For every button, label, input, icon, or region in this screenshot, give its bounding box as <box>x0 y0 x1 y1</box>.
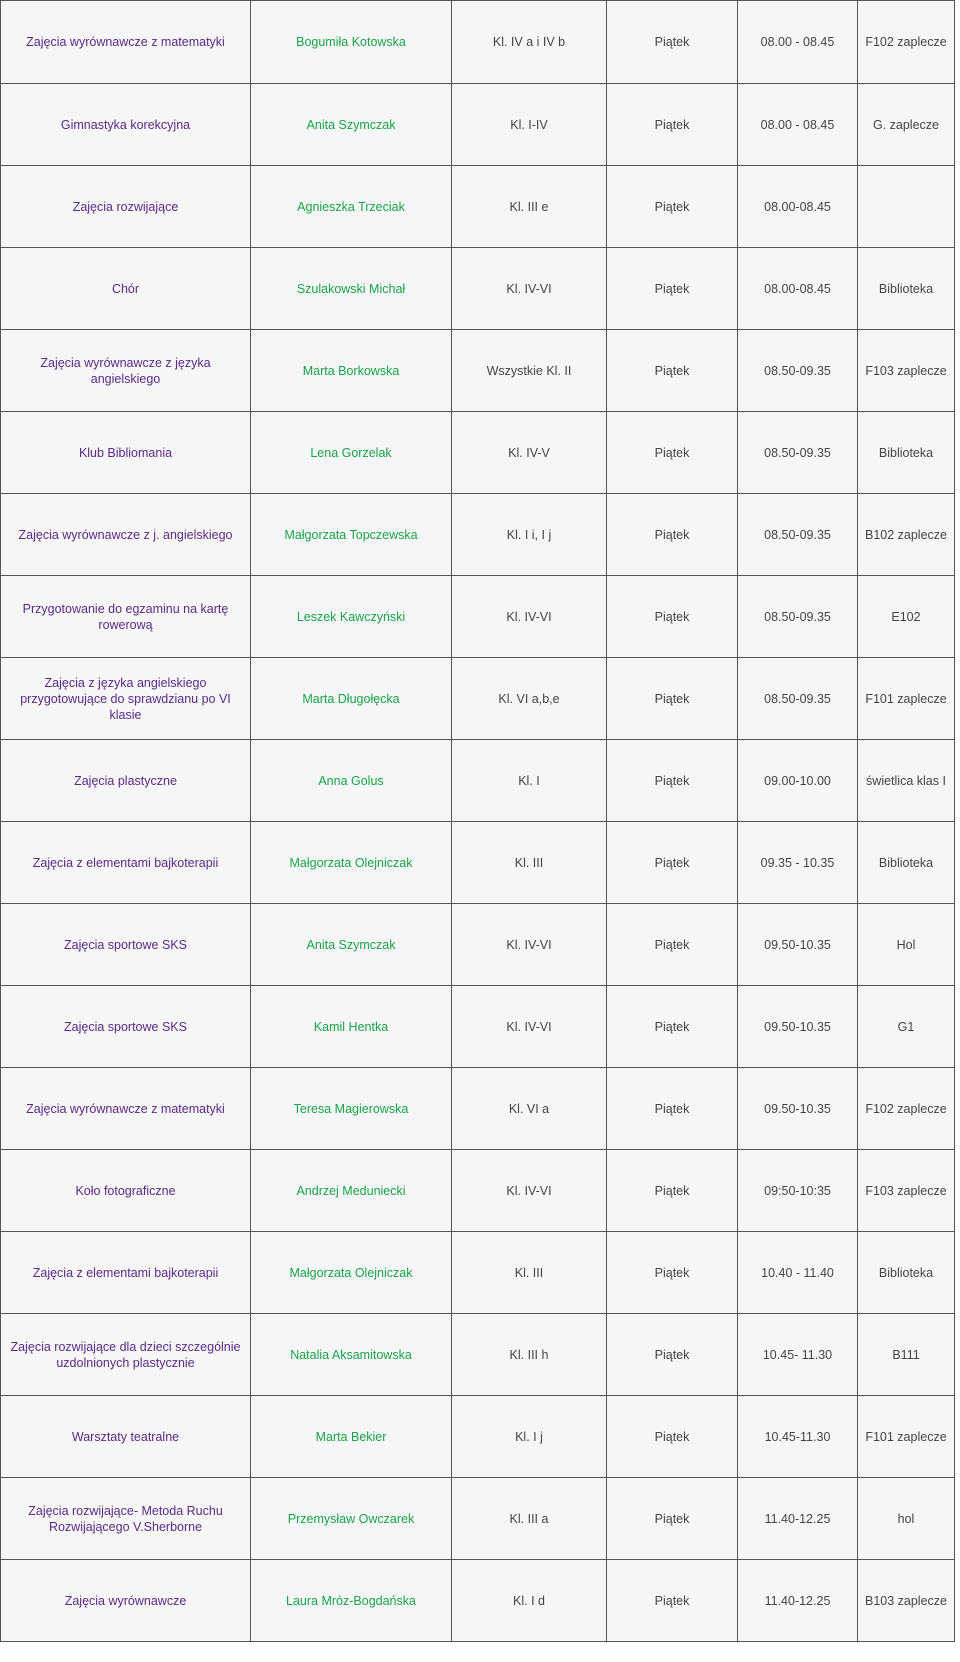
day-cell: Piątek <box>607 1232 738 1314</box>
table-row <box>1 412 955 494</box>
table-row <box>1 986 955 1068</box>
table-row <box>1 1560 955 1642</box>
day-cell: Piątek <box>607 658 738 740</box>
day-cell: Piątek <box>607 1068 738 1150</box>
teacher-cell: Anita Szymczak <box>251 84 452 166</box>
activity-cell: Zajęcia wyrównawcze <box>1 1560 251 1642</box>
class-cell: Kl. III <box>452 822 607 904</box>
class-cell: Wszystkie Kl. II <box>452 330 607 412</box>
room-cell: F101 zaplecze <box>858 658 955 740</box>
day-cell: Piątek <box>607 330 738 412</box>
class-cell: Kl. IV-V <box>452 412 607 494</box>
table-row <box>1 576 955 658</box>
teacher-cell: Anita Szymczak <box>251 904 452 986</box>
activity-cell: Zajęcia rozwijające <box>1 166 251 248</box>
room-cell: F103 zaplecze <box>858 330 955 412</box>
activity-cell: Zajęcia z języka angielskiego przygotowujące do sprawdzianu po VI klasie <box>1 658 251 740</box>
day-cell: Piątek <box>607 740 738 822</box>
class-cell: Kl. I j <box>452 1396 607 1478</box>
time-cell: 08.50-09.35 <box>738 330 858 412</box>
activity-cell: Koło fotograficzne <box>1 1150 251 1232</box>
room-cell: Hol <box>858 904 955 986</box>
teacher-cell: Małgorzata Topczewska <box>251 494 452 576</box>
day-cell: Piątek <box>607 84 738 166</box>
day-cell: Piątek <box>607 412 738 494</box>
activity-cell: Zajęcia sportowe SKS <box>1 986 251 1068</box>
table-row <box>1 740 955 822</box>
activity-cell: Przygotowanie do egzaminu na kartę rowerową <box>1 576 251 658</box>
teacher-cell: Leszek Kawczyński <box>251 576 452 658</box>
time-cell: 09.50-10.35 <box>738 986 858 1068</box>
activity-cell: Zajęcia rozwijające dla dzieci szczególnie uzdolnionych plastycznie <box>1 1314 251 1396</box>
teacher-cell: Lena Gorzelak <box>251 412 452 494</box>
teacher-cell: Laura Mróz-Bogdańska <box>251 1560 452 1642</box>
room-cell: F103 zaplecze <box>858 1150 955 1232</box>
time-cell: 08.50-09.35 <box>738 494 858 576</box>
time-cell: 08.50-09.35 <box>738 412 858 494</box>
table-row <box>1 904 955 986</box>
day-cell: Piątek <box>607 1478 738 1560</box>
activity-cell: Warsztaty teatralne <box>1 1396 251 1478</box>
teacher-cell: Bogumiła Kotowska <box>251 1 452 84</box>
class-cell: Kl. IV-VI <box>452 248 607 330</box>
room-cell: F102 zaplecze <box>858 1 955 84</box>
room-cell: B102 zaplecze <box>858 494 955 576</box>
activity-cell: Zajęcia sportowe SKS <box>1 904 251 986</box>
class-cell: Kl. III h <box>452 1314 607 1396</box>
table-row <box>1 1396 955 1478</box>
teacher-cell: Anna Golus <box>251 740 452 822</box>
time-cell: 10.45- 11.30 <box>738 1314 858 1396</box>
activity-cell: Zajęcia wyrównawcze z matematyki <box>1 1 251 84</box>
day-cell: Piątek <box>607 166 738 248</box>
time-cell: 09:50-10:35 <box>738 1150 858 1232</box>
time-cell: 10.45-11.30 <box>738 1396 858 1478</box>
class-cell: Kl. IV a i IV b <box>452 1 607 84</box>
table-row <box>1 330 955 412</box>
teacher-cell: Małgorzata Olejniczak <box>251 1232 452 1314</box>
class-cell: Kl. IV-VI <box>452 1150 607 1232</box>
room-cell: E102 <box>858 576 955 658</box>
time-cell: 10.40 - 11.40 <box>738 1232 858 1314</box>
time-cell: 08.00 - 08.45 <box>738 84 858 166</box>
day-cell: Piątek <box>607 904 738 986</box>
class-cell: Kl. VI a,b,e <box>452 658 607 740</box>
class-cell: Kl. I i, I j <box>452 494 607 576</box>
time-cell: 11.40-12.25 <box>738 1560 858 1642</box>
room-cell: Biblioteka <box>858 822 955 904</box>
room-cell: świetlica klas I <box>858 740 955 822</box>
room-cell: hol <box>858 1478 955 1560</box>
room-cell: F102 zaplecze <box>858 1068 955 1150</box>
day-cell: Piątek <box>607 986 738 1068</box>
class-cell: Kl. IV-VI <box>452 576 607 658</box>
table-row <box>1 822 955 904</box>
activity-cell: Zajęcia plastyczne <box>1 740 251 822</box>
class-cell: Kl. I <box>452 740 607 822</box>
table-row <box>1 166 955 248</box>
teacher-cell: Teresa Magierowska <box>251 1068 452 1150</box>
class-cell: Kl. VI a <box>452 1068 607 1150</box>
time-cell: 08.00-08.45 <box>738 248 858 330</box>
time-cell: 08.00 - 08.45 <box>738 1 858 84</box>
day-cell: Piątek <box>607 1 738 84</box>
class-cell: Kl. I-IV <box>452 84 607 166</box>
activity-cell: Zajęcia z elementami bajkoterapii <box>1 1232 251 1314</box>
day-cell: Piątek <box>607 1314 738 1396</box>
room-cell: G1 <box>858 986 955 1068</box>
room-cell: Biblioteka <box>858 1232 955 1314</box>
table-row <box>1 1150 955 1232</box>
teacher-cell: Marta Długołęcka <box>251 658 452 740</box>
room-cell: B103 zaplecze <box>858 1560 955 1642</box>
room-cell: G. zaplecze <box>858 84 955 166</box>
teacher-cell: Marta Bekier <box>251 1396 452 1478</box>
time-cell: 08.50-09.35 <box>738 576 858 658</box>
table-row <box>1 1232 955 1314</box>
day-cell: Piątek <box>607 1560 738 1642</box>
activity-cell: Gimnastyka korekcyjna <box>1 84 251 166</box>
activity-cell: Zajęcia rozwijające- Metoda Ruchu Rozwijającego V.Sherborne <box>1 1478 251 1560</box>
room-cell: F101 zaplecze <box>858 1396 955 1478</box>
room-cell: B111 <box>858 1314 955 1396</box>
class-cell: Kl. I d <box>452 1560 607 1642</box>
teacher-cell: Natalia Aksamitowska <box>251 1314 452 1396</box>
schedule-body <box>1 1 955 1642</box>
table-row <box>1 1314 955 1396</box>
day-cell: Piątek <box>607 822 738 904</box>
time-cell: 09.35 - 10.35 <box>738 822 858 904</box>
activity-cell: Chór <box>1 248 251 330</box>
table-row <box>1 1478 955 1560</box>
room-cell: Biblioteka <box>858 248 955 330</box>
table-row <box>1 84 955 166</box>
table-row <box>1 658 955 740</box>
table-row <box>1 1068 955 1150</box>
day-cell: Piątek <box>607 1150 738 1232</box>
day-cell: Piątek <box>607 1396 738 1478</box>
class-cell: Kl. IV-VI <box>452 904 607 986</box>
activity-cell: Zajęcia wyrównawcze z języka angielskiego <box>1 330 251 412</box>
class-cell: Kl. III a <box>452 1478 607 1560</box>
class-cell: Kl. IV-VI <box>452 986 607 1068</box>
time-cell: 08.00-08.45 <box>738 166 858 248</box>
teacher-cell: Kamil Hentka <box>251 986 452 1068</box>
activity-cell: Zajęcia z elementami bajkoterapii <box>1 822 251 904</box>
teacher-cell: Agnieszka Trzeciak <box>251 166 452 248</box>
time-cell: 09.00-10.00 <box>738 740 858 822</box>
table-row <box>1 494 955 576</box>
time-cell: 09.50-10.35 <box>738 904 858 986</box>
teacher-cell: Szulakowski Michał <box>251 248 452 330</box>
room-cell: Biblioteka <box>858 412 955 494</box>
day-cell: Piątek <box>607 576 738 658</box>
table-row <box>1 1 955 84</box>
teacher-cell: Andrzej Meduniecki <box>251 1150 452 1232</box>
activity-cell: Zajęcia wyrównawcze z j. angielskiego <box>1 494 251 576</box>
teacher-cell: Marta Borkowska <box>251 330 452 412</box>
activity-cell: Klub Bibliomania <box>1 412 251 494</box>
activity-cell: Zajęcia wyrównawcze z matematyki <box>1 1068 251 1150</box>
table-row <box>1 248 955 330</box>
day-cell: Piątek <box>607 494 738 576</box>
day-cell: Piątek <box>607 248 738 330</box>
time-cell: 08.50-09.35 <box>738 658 858 740</box>
time-cell: 09.50-10.35 <box>738 1068 858 1150</box>
time-cell: 11.40-12.25 <box>738 1478 858 1560</box>
teacher-cell: Przemysław Owczarek <box>251 1478 452 1560</box>
teacher-cell: Małgorzata Olejniczak <box>251 822 452 904</box>
room-cell <box>858 166 955 248</box>
class-cell: Kl. III e <box>452 166 607 248</box>
class-cell: Kl. III <box>452 1232 607 1314</box>
